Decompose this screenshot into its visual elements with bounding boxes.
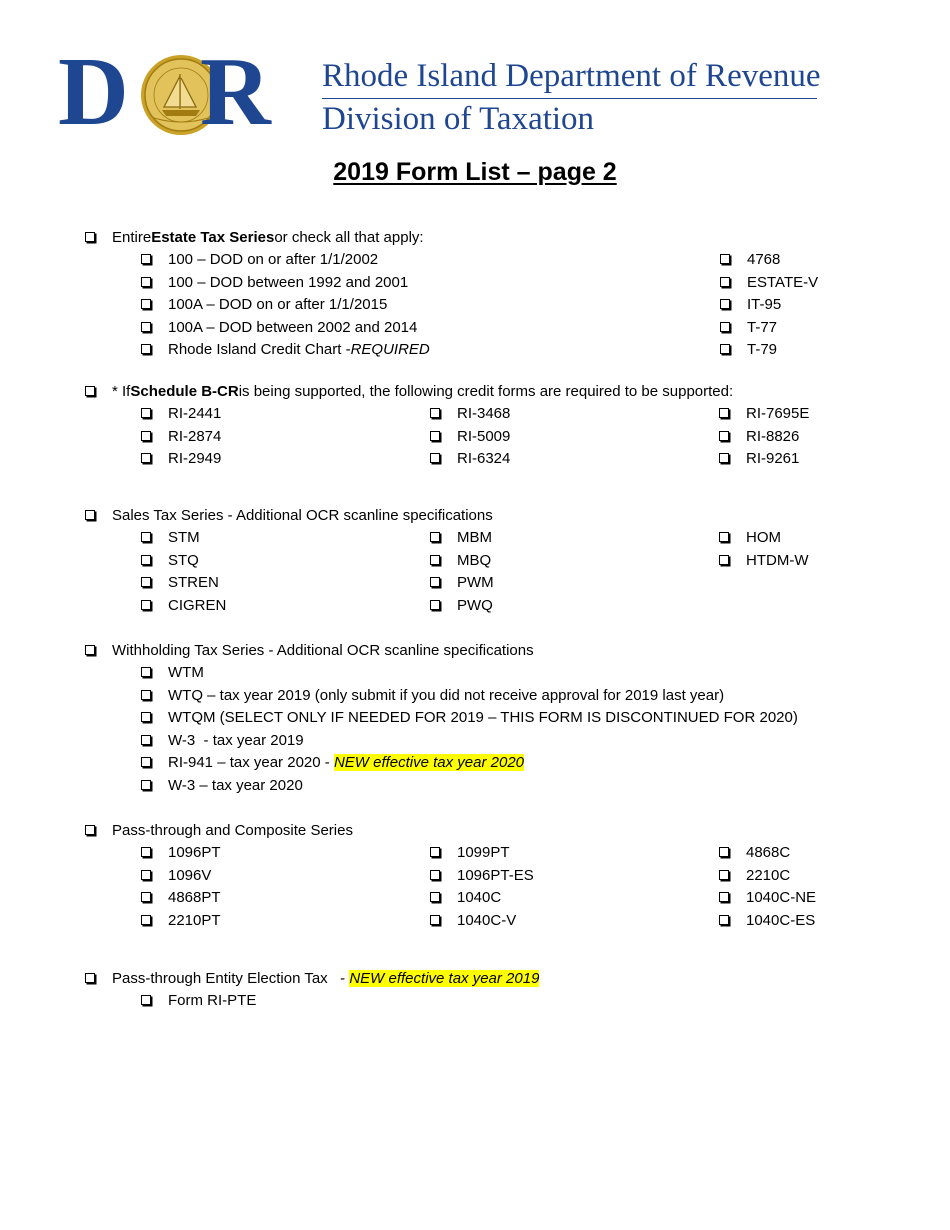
form-label: RI-7695E	[746, 404, 810, 422]
form-item-1099pt[interactable]	[430, 841, 510, 863]
form-item-1040c-es[interactable]	[719, 909, 815, 931]
form-item-stren[interactable]	[141, 571, 219, 593]
form-item-estate-100-2002[interactable]	[141, 248, 378, 270]
form-label: RI-8826	[746, 427, 800, 445]
agency-name	[322, 56, 821, 139]
checkbox[interactable]	[719, 915, 729, 925]
checkbox[interactable]	[430, 577, 440, 587]
form-label: T-77	[747, 318, 778, 336]
checkbox[interactable]	[141, 322, 151, 332]
form-item-ri-7695e[interactable]	[719, 402, 809, 424]
checkbox[interactable]	[719, 532, 729, 542]
checkbox[interactable]	[720, 299, 730, 309]
checkbox[interactable]	[719, 870, 729, 880]
checkbox[interactable]	[141, 667, 151, 677]
checkbox[interactable]	[141, 847, 151, 857]
checkbox[interactable]	[141, 555, 151, 565]
checkbox[interactable]	[141, 712, 151, 722]
form-label: 2210PT	[168, 911, 221, 929]
form-item-ri-6324[interactable]	[430, 447, 510, 469]
form-item-4868c[interactable]	[719, 841, 790, 863]
form-item-4768[interactable]	[720, 248, 780, 270]
schedule-prefix: * If	[112, 382, 131, 400]
form-item-mbm[interactable]	[430, 526, 492, 548]
form-label: 1096PT-ES	[457, 866, 534, 884]
section-label: Pass-through and Composite Series	[112, 821, 353, 839]
checkbox[interactable]	[430, 555, 440, 565]
schedule-suffix: is being supported, the following credit forms are required to be supported:	[238, 382, 734, 400]
checkbox[interactable]	[141, 915, 151, 925]
estate-suffix: or check all that apply:	[274, 228, 424, 246]
form-item-stm[interactable]	[141, 526, 200, 548]
checkbox[interactable]	[720, 322, 730, 332]
form-label: W-3 - tax year 2019	[168, 731, 304, 749]
form-label: 1040C-ES	[746, 911, 816, 929]
form-label: ESTATE-V	[747, 273, 819, 291]
checkbox[interactable]	[141, 254, 151, 264]
form-label: PWM	[457, 573, 494, 591]
withholding-tax-series-item[interactable]	[85, 639, 534, 661]
form-item-wtm[interactable]	[141, 661, 204, 683]
checkbox[interactable]	[85, 645, 95, 655]
form-label: WTQM (SELECT ONLY IF NEEDED FOR 2019 – THIS FORM IS DISCONTINUED FOR 2020)	[168, 708, 798, 726]
form-label: RI-9261	[746, 449, 800, 467]
checkbox[interactable]	[141, 453, 151, 463]
checkbox[interactable]	[141, 892, 151, 902]
form-item-t-79[interactable]	[720, 338, 777, 360]
form-item-ri-2874[interactable]	[141, 425, 221, 447]
form-label: 4868PT	[168, 888, 221, 906]
form-item-cigren[interactable]	[141, 594, 226, 616]
form-label: PWQ	[457, 596, 493, 614]
form-item-wtq[interactable]	[141, 684, 724, 706]
form-item-2210c[interactable]	[719, 864, 790, 886]
dor-logo	[58, 38, 286, 146]
form-label: MBQ	[457, 551, 492, 569]
form-label: CIGREN	[168, 596, 227, 614]
checkbox[interactable]	[719, 555, 729, 565]
form-item-w3-2019[interactable]	[141, 729, 304, 751]
form-label: RI-941 – tax year 2020 -	[168, 753, 334, 771]
pte-election-tax-item[interactable]	[85, 967, 539, 989]
form-item-wtqm[interactable]	[141, 706, 798, 728]
checkbox[interactable]	[141, 431, 151, 441]
checkbox[interactable]	[719, 847, 729, 857]
form-label: RI-5009	[457, 427, 511, 445]
form-label: RI-2441	[168, 404, 222, 422]
form-label: 100A – DOD between 2002 and 2014	[168, 318, 418, 336]
form-label: 1096V	[168, 866, 212, 884]
estate-prefix: Entire	[112, 228, 152, 246]
form-label: HOM	[746, 528, 781, 546]
agency-line-1: Rhode Island Department of Revenue	[322, 56, 817, 99]
estate-series-bold: Estate Tax Series	[151, 228, 275, 246]
schedule-bcr-item[interactable]	[85, 380, 733, 402]
sales-tax-series-item[interactable]	[85, 504, 493, 526]
required-label: REQUIRED	[350, 340, 430, 358]
form-label: STQ	[168, 551, 199, 569]
form-label: 1040C	[457, 888, 502, 906]
checkbox[interactable]	[141, 735, 151, 745]
checkbox[interactable]	[430, 915, 440, 925]
form-item-ri-pte[interactable]	[141, 989, 256, 1011]
checkbox[interactable]	[141, 299, 151, 309]
estate-tax-series-item[interactable]	[85, 226, 424, 248]
agency-line-2: Division of Taxation	[322, 101, 595, 137]
checkbox[interactable]	[430, 532, 440, 542]
form-item-w3-2020[interactable]	[141, 774, 303, 796]
form-label: WTM	[168, 663, 204, 681]
form-item-ri-8826[interactable]	[719, 425, 799, 447]
checkbox[interactable]	[719, 408, 729, 418]
checkbox[interactable]	[719, 453, 729, 463]
form-item-ri-5009[interactable]	[430, 425, 510, 447]
form-item-estate-100a-2002[interactable]	[141, 316, 417, 338]
form-item-estate-100-1992[interactable]	[141, 271, 408, 293]
section-label: Sales Tax Series - Additional OCR scanline specifications	[112, 506, 493, 524]
form-item-ri-9261[interactable]	[719, 447, 799, 469]
form-item-pwm[interactable]	[430, 571, 494, 593]
form-item-t-77[interactable]	[720, 316, 777, 338]
form-item-ri-2949[interactable]	[141, 447, 221, 469]
form-label: 1040C-NE	[746, 888, 817, 906]
logo-letter-r: R	[200, 38, 269, 146]
checkbox[interactable]	[141, 757, 151, 767]
form-label: 4768	[747, 250, 781, 268]
checkbox[interactable]	[430, 408, 440, 418]
form-item-ri-2441[interactable]	[141, 402, 221, 424]
logo-letter-d: D	[58, 38, 127, 146]
section-label: Pass-through Entity Election Tax -	[112, 969, 350, 987]
form-item-ri-3468[interactable]	[430, 402, 510, 424]
form-item-mbq[interactable]	[430, 549, 491, 571]
form-item-pwq[interactable]	[430, 594, 493, 616]
form-label: 100 – DOD on or after 1/1/2002	[168, 250, 379, 268]
checkbox[interactable]	[430, 870, 440, 880]
form-label: 100 – DOD between 1992 and 2001	[168, 273, 409, 291]
form-label: 1099PT	[457, 843, 510, 861]
checkbox[interactable]	[720, 344, 730, 354]
form-item-ri-941[interactable]	[141, 751, 524, 773]
checkbox[interactable]	[720, 254, 730, 264]
new-effective-highlight: NEW effective tax year 2019	[349, 969, 540, 987]
checkbox[interactable]	[719, 431, 729, 441]
form-item-1040c-v[interactable]	[430, 909, 516, 931]
form-label: RI-2874	[168, 427, 222, 445]
checkbox[interactable]	[430, 892, 440, 902]
page-title: 2019 Form List – page 2	[333, 158, 617, 186]
form-item-htdm-w[interactable]	[719, 549, 808, 571]
checkbox[interactable]	[141, 690, 151, 700]
form-item-estate-v[interactable]	[720, 271, 818, 293]
form-label: T-79	[747, 340, 778, 358]
form-label: STREN	[168, 573, 219, 591]
form-label: RI-6324	[457, 449, 511, 467]
checkbox[interactable]	[430, 453, 440, 463]
checkbox[interactable]	[141, 995, 151, 1005]
checkbox[interactable]	[430, 600, 440, 610]
form-item-1040c[interactable]	[430, 886, 501, 908]
new-effective-highlight: NEW effective tax year 2020	[333, 753, 525, 771]
form-label: 2210C	[746, 866, 791, 884]
form-item-it-95[interactable]	[720, 293, 781, 315]
form-item-hom[interactable]	[719, 526, 781, 548]
form-label: 100A – DOD on or after 1/1/2015	[168, 295, 388, 313]
form-item-4868pt[interactable]	[141, 886, 221, 908]
checkbox[interactable]	[141, 277, 151, 287]
form-item-1040c-ne[interactable]	[719, 886, 816, 908]
checkbox[interactable]	[430, 431, 440, 441]
checkbox[interactable]	[141, 780, 151, 790]
form-label: HTDM-W	[746, 551, 809, 569]
checkbox[interactable]	[85, 510, 95, 520]
form-label: WTQ – tax year 2019 (only submit if you did not receive approval for 2019 last year)	[168, 686, 725, 704]
form-label: MBM	[457, 528, 492, 546]
form-item-1096pt[interactable]	[141, 841, 221, 863]
checkbox[interactable]	[720, 277, 730, 287]
form-label: STM	[168, 528, 200, 546]
checkbox[interactable]	[141, 577, 151, 587]
checkbox[interactable]	[141, 344, 151, 354]
schedule-bold: Schedule B-CR	[130, 382, 239, 400]
form-item-stq[interactable]	[141, 549, 199, 571]
checkbox[interactable]	[719, 892, 729, 902]
section-label: Withholding Tax Series - Additional OCR scanline specifications	[112, 641, 534, 659]
form-item-estate-100a-2015[interactable]	[141, 293, 387, 315]
checkbox[interactable]	[85, 973, 95, 983]
form-item-2210pt[interactable]	[141, 909, 221, 931]
checkbox[interactable]	[141, 600, 151, 610]
form-label: W-3 – tax year 2020	[168, 776, 303, 794]
form-label: Form RI-PTE	[168, 991, 257, 1009]
checkbox[interactable]	[85, 232, 95, 242]
checkbox[interactable]	[141, 532, 151, 542]
form-item-1096v[interactable]	[141, 864, 211, 886]
passthrough-composite-series-item[interactable]	[85, 819, 353, 841]
form-label: 1096PT	[168, 843, 221, 861]
checkbox[interactable]	[430, 847, 440, 857]
form-item-credit-chart[interactable]	[141, 338, 430, 360]
checkbox[interactable]	[141, 870, 151, 880]
form-label: RI-2949	[168, 449, 222, 467]
checkbox[interactable]	[85, 825, 95, 835]
checkbox[interactable]	[85, 386, 95, 396]
form-label: 4868C	[746, 843, 791, 861]
form-item-1096pt-es[interactable]	[430, 864, 534, 886]
form-label: 1040C-V	[457, 911, 517, 929]
checkbox[interactable]	[141, 408, 151, 418]
form-label: Rhode Island Credit Chart -	[168, 340, 351, 358]
form-label: RI-3468	[457, 404, 511, 422]
form-label: IT-95	[747, 295, 782, 313]
